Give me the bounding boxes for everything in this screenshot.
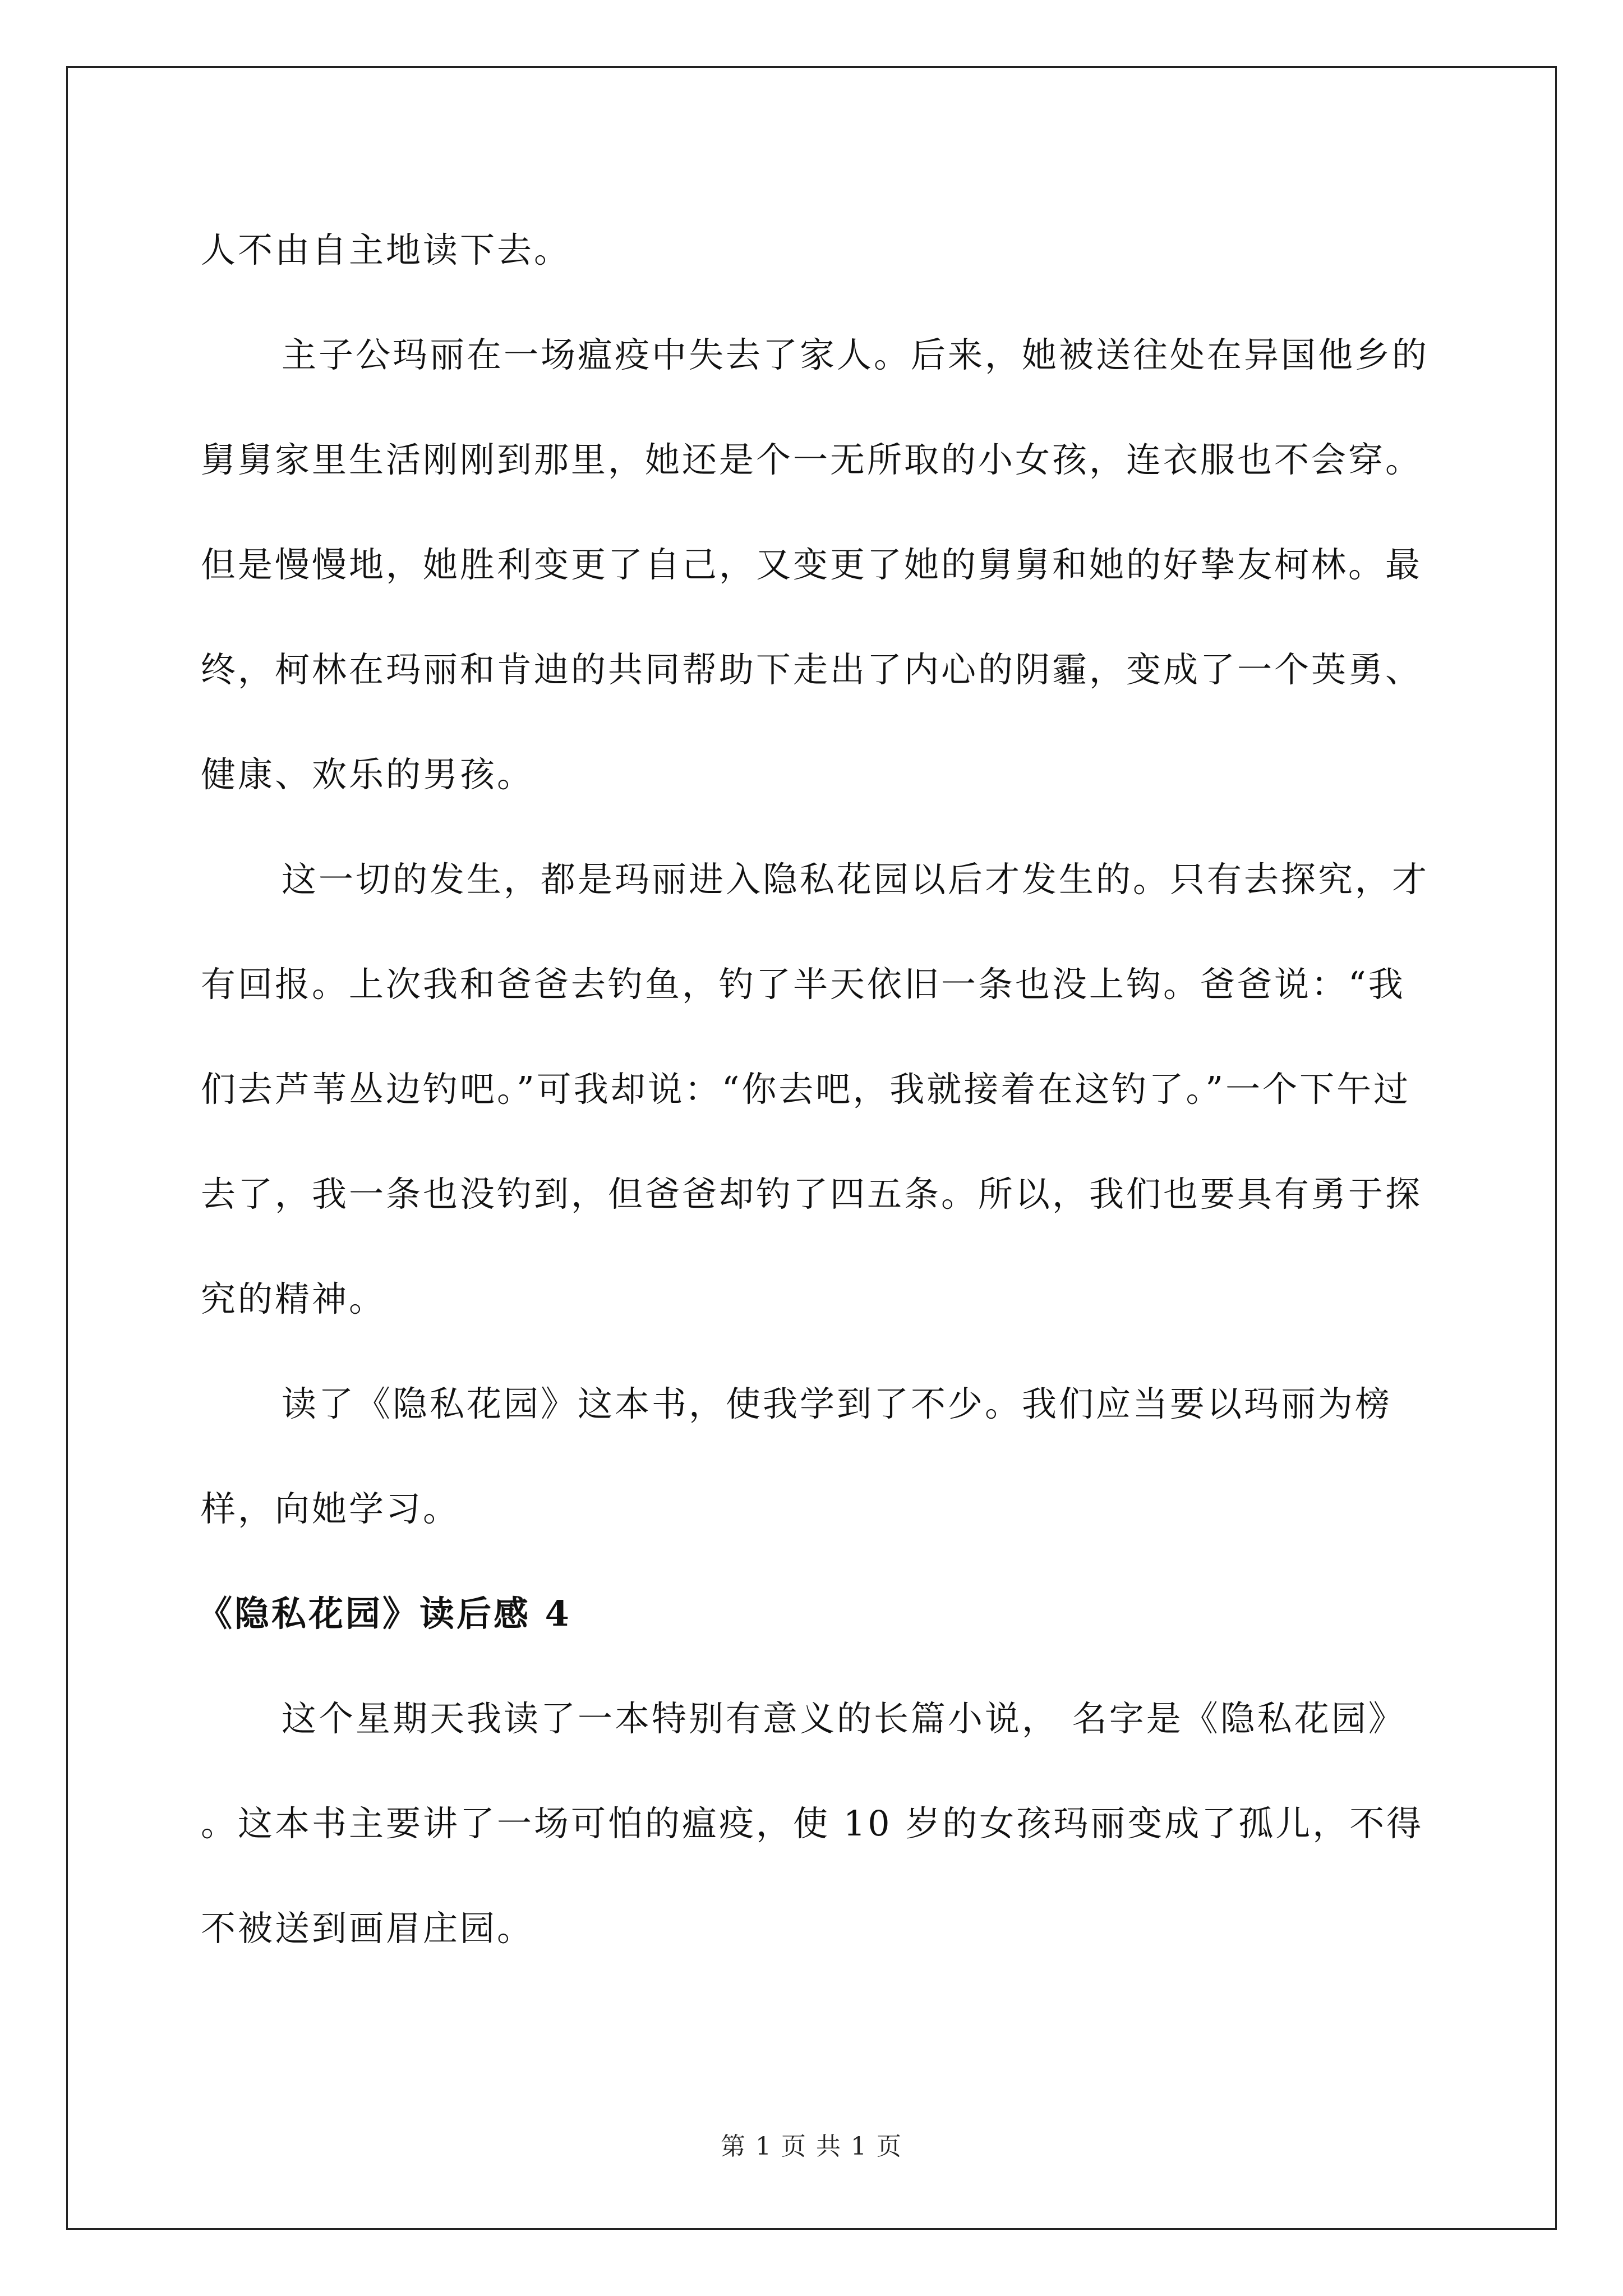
paragraph-3: 这一切的发生，都是玛丽进入隐私花园以后才发生的。只有去探究，才有回报。上次我和爸爸去钓鱼，钓了半天依旧一条也没上钩。爸爸说：“我们去芦苇丛边钓吧。”可我却说：“你去吧，我就接着在这钓了。”一个下午过去了，我一条也没钓到，但爸爸却钓了四五条。所以，我们也要具有勇于探究的精神。 bbox=[201, 859, 1430, 1319]
document-body bbox=[197, 197, 1430, 1981]
paragraph-4: 读了《隐私花园》这本书，使我学到了不少。我们应当要以玛丽为榜样，向她学习。 bbox=[201, 1383, 1393, 1529]
section-heading: 《隐私花园》读后感 4 bbox=[197, 1593, 571, 1634]
paragraph-2: 主子公玛丽在一场瘟疫中失去了家人。后来，她被送往处在异国他乡的舅舅家里生活刚刚到那里，她还是个一无所取的小女孩，连衣服也不会穿。但是慢慢地，她胜利变更了自己，又变更了她的舅舅和她的好挚友柯林。最终，柯林在玛丽和肯迪的共同帮助下走出了内心的阴霾，变成了一个英勇、健康、欢乐的男孩。 bbox=[201, 334, 1430, 795]
paragraph-5: 这个星期天我读了一本特别有意义的长篇小说， 名字是《隐私花园》 。这本书主要讲了一场可怕的瘟疫，使 10 岁的女孩玛丽变成了孤儿，不得不被送到画眉庄园。 bbox=[201, 1698, 1424, 1949]
page-footer: 第 1 页 共 1 页 bbox=[721, 2132, 902, 2161]
paragraph-1: 人不由自主地读下去。 bbox=[201, 229, 571, 270]
